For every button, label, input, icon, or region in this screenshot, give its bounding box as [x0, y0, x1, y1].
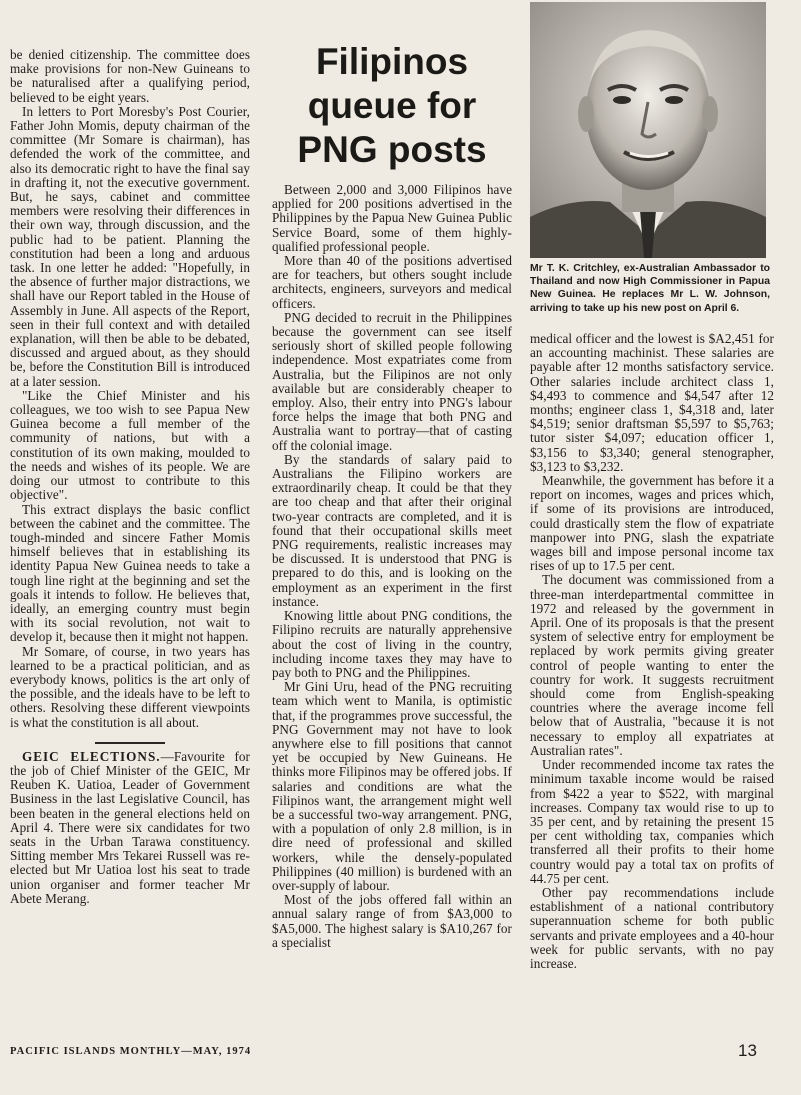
- paragraph: "Like the Chief Minister and his colleagues, we too wish to see Papua New Guinea become a full member of the community of nations, but with a constitution of its own making, moulded to the needs and wishes of its people. We are doing our utmost to contribute to this objective".: [10, 387, 250, 503]
- article-column-1: [10, 48, 250, 906]
- headline: [272, 40, 512, 172]
- section-subhead: GEIC ELECTIONS.: [22, 748, 161, 764]
- paragraph: Mr Gini Uru, head of the PNG recruiting team which went to Manila, is optimistic that, if the programmes prove successful, the PNG Government may not have to look anywhere else to fill positions that cannot yet be occupied by New Guineans. He thinks more Filipinos may be offered jobs. If salaries and conditions are what the Filipinos want, the arrangement might well be a successful two-way arrangement. PNG, with a population of only 2.8 million, is in dire need of professional and skilled workers, while the densely-populated Philippines (40 million) is burdened with an over-supply of labour.: [272, 679, 512, 893]
- paragraph: Other pay recommendations include establishment of a national contributory superannuation scheme for both public servants and private employees and a 40-hour week for public servants, with no pay increase.: [530, 884, 774, 971]
- photo-caption: Mr T. K. Critchley, ex-Australian Ambassador to Thailand and now High Commissioner in Papua New Guinea. He replaces Mr L. W. Johnson, arriving to take up his new post on April 6.: [530, 263, 770, 314]
- portrait-photo: [530, 2, 766, 258]
- article-column-3: [530, 332, 774, 971]
- paragraph: By the standards of salary paid to Australians the Filipino workers are extraordinarily cheap. It could be that they are too cheap and that after their original two-year contracts are completed, and it is found that their occupational skills meet PNG requirements, realistic increases may be discussed. It is understood that PNG is prepared to do this, and is looking on the employment as an experiment in the first instance.: [272, 451, 512, 609]
- portrait-illustration: [530, 2, 766, 258]
- paragraph: More than 40 of the positions advertised are for teachers, but others sought include architects, engineers, surveyors and medical officers.: [272, 253, 512, 311]
- paragraph: be denied citizenship. The committee does make provisions for non-New Guineans to be naturalised after a qualifying period, believed to be eight years.: [10, 47, 250, 105]
- article-column-2: [272, 183, 512, 950]
- paragraph: Under recommended income tax rates the minimum taxable income would be raised from $422 a year to $522, with marginal increases. Company tax would rise to up to 35 per cent, and by retaining the present 15 per cent witholding tax, companies which transferred all their profits to their home country would pay a total tax on profits of 44.75 per cent.: [530, 757, 774, 886]
- paragraph: Between 2,000 and 3,000 Filipinos have applied for 200 positions advertised in the Philippines by the Papua New Guinea Public Service Board, some of them highly-qualified professional people.: [272, 182, 512, 254]
- paragraph: Most of the jobs offered fall within an annual salary range of from $A3,000 to $A5,000. The highest salary is $A10,267 for a specialist: [272, 892, 512, 950]
- page-number: 13: [738, 1041, 757, 1060]
- headline-line-2: queue for: [307, 85, 477, 126]
- section-divider: [95, 742, 165, 744]
- headline-line-3: PNG posts: [297, 129, 487, 170]
- paragraph: In letters to Port Moresby's Post Courier, Father John Momis, deputy chairman of the committee (Mr Somare is chairman), has defended the work of the committee, and also its democratic right to have the final say in drafting it, not the executive government. But, he says, cabinet and committee members were resolving their differences in their own way, through discussion, and the public had to be patient. Planning the constitution had been a long and arduous task. In one letter he added: "Hopefully, in the absence of further major distractions, we shall have our Report tabled in the House of Assembly in June. All aspects of the Report, seen in their full context and with detailed explanation, will then be able to be debated, discussed and argued about, as they should be, before the Constitution Bill is introduced at a later session.: [10, 103, 250, 389]
- paragraph: Mr Somare, of course, in two years has learned to be a practical politician, and as everybody knows, politics is the art only of the possible, and the ideals have to be left to others. Resolving these different viewpoints is what the constitution is all about.: [10, 643, 250, 730]
- paragraph: This extract displays the basic conflict between the cabinet and the committee. The tough-minded and sincere Father Momis himself believes that in establishing its identity Papua New Guinea needs to take a tough line right at the beginning and set the goals it intends to follow. He believes that, ideally, an emerging country must begin with its social revolution, not wait to develop it, because then it might not happen.: [10, 501, 250, 645]
- paragraph: Meanwhile, the government has before it a report on incomes, wages and prices which, if some of its provisions are introduced, could drastically stem the flow of expatriate manpower into PNG, slash the expatriate wages bill and impose personal income tax rises of up to 17.5 per cent.: [530, 473, 774, 574]
- paragraph: PNG decided to recruit in the Philippines because the government can see itself seriously short of skilled people following independence. Most expatriates come from Australia, but the Filipinos are not only available but are considerably cheaper to employ. Also, their entry into PNG's labour force helps the image that both PNG and Australia want to portray—that of casting off the colonial image.: [272, 309, 512, 453]
- headline-line-1: Filipinos: [315, 41, 469, 82]
- paragraph: The document was commissioned from a three-man interdepartmental committee in 1972 and released by the government in April. One of its proposals is that the present system of selective entry for employment be replaced by work permits giving greater control of people wanting to enter the country for work. It suggests recruitment should come from English-speaking countries where the average income fell below that of Australia, "because it is not necessary to employ all expatriates at Australian rates".: [530, 572, 774, 758]
- paragraph: Knowing little about PNG conditions, the Filipino recruits are naturally apprehensive about the cost of living in the country, including income taxes they may have to pay both to PNG and the Philippines.: [272, 608, 512, 680]
- geic-elections-paragraph: [10, 750, 250, 906]
- paragraph: medical officer and the lowest is $A2,451 for an accounting machinist. These salaries are payable after 12 months satisfactory service. Other salaries include architect class 1, $4,493 to commence and $4,547 after 12 months; engineer class 1, $4,318 and, later $4,519; senior draftsman $5,597 to $5,763; tutor sister $4,097; education officer 1, $3,156 to $3,340; general stenographer, $3,123 to $3,232.: [530, 331, 774, 474]
- page-footer: PACIFIC ISLANDS MONTHLY—MAY, 1974: [10, 1046, 252, 1057]
- section-body: —Favourite for the job of Chief Minister of the GEIC, Mr Reuben K. Uatioa, Leader of Government Business in the last Legislative Council, has been beaten in the general elections held on April 4. There were six candidates for two seats in the Urban Tarawa constituency. Sitting member Mrs Tekarei Russell was re-elected but Mr Uatioa lost his seat to trade union organiser and former teacher Mr Abete Merang.: [10, 748, 250, 906]
